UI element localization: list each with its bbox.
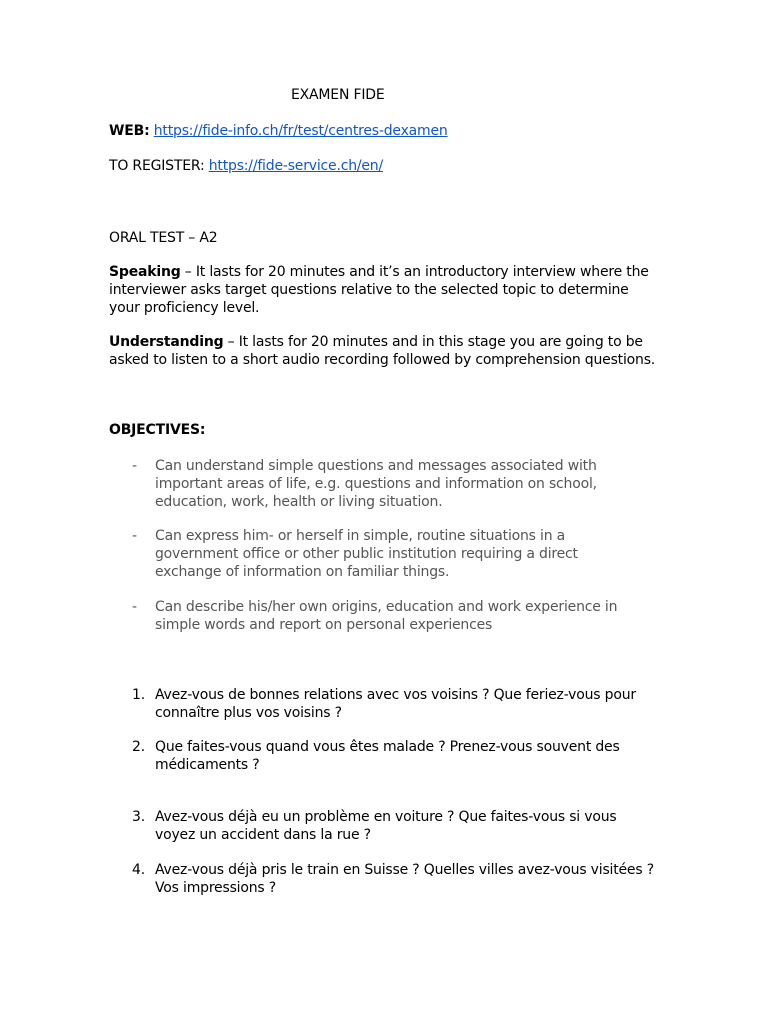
question-number: 1.: [132, 687, 145, 703]
question-number: 4.: [132, 862, 145, 878]
web-label: WEB:: [109, 123, 150, 139]
speaking-line-3: your proficiency level.: [109, 300, 260, 316]
speaking-line-1: Speaking – It lasts for 20 minutes and it’s an introductory interview where the: [109, 264, 649, 280]
bullet-dash: -: [132, 528, 137, 544]
question-number: 2.: [132, 739, 145, 755]
speaking-paragraph: [109, 263, 669, 317]
understanding-line-2: asked to listen to a short audio recording followed by comprehension questions.: [109, 352, 656, 368]
understanding-paragraph: [109, 333, 669, 369]
document-title: EXAMEN FIDE: [291, 87, 385, 103]
document-page: EXAMEN FIDE WEB: https://fide-info.ch/fr/test/centres-dexamen TO REGISTER: https://fide-service.ch/en/ ORAL TEST – A2 Speaking – It lasts for 20 minutes and it’s an introductory interview where the interviewer asks target questions relative to the selected topic to determine your proficiency level. Understanding – It lasts for 20 minutes and in this stage you are going to be asked to listen to a short audio recording followed by comprehension questions. OBJECTIVES: - Can understand simple questions and messages associated with important areas of life, e.g. questions and information on school, education, work, health or living situation. - Can express him- or herself in simple, routine situations in a government office or other public institution requiring a direct exchange of information on familiar things. - Can describe his/her own origins, education and work experience in simple words and report on personal experiences 1. Avez-vous de bonnes relations avec vos voisins ? Que feriez-vous pour connaître plus vos voisins ? 2. Que faites-vous quand vous êtes malade ? Prenez-vous souvent des médicaments ? 3. Avez-vous déjà eu un problème en voiture ? Que faites-vous si vous voyez un accident dans la rue ? 4. Avez-vous déjà pris le train en Suisse ? Quelles villes avez-vous visitées ? Vos impressions ?: [0, 0, 768, 1024]
bullet-dash: -: [132, 599, 137, 615]
register-line: [109, 157, 383, 175]
web-line: [109, 122, 448, 140]
bullet-dash: -: [132, 458, 137, 474]
register-link[interactable]: https://fide-service.ch/en/: [208, 158, 383, 174]
objectives-heading: OBJECTIVES:: [109, 422, 206, 438]
question-number: 3.: [132, 809, 145, 825]
understanding-term: Understanding: [109, 334, 224, 350]
oral-test-heading: ORAL TEST – A2: [109, 230, 218, 246]
register-label: TO REGISTER:: [109, 158, 205, 174]
web-link[interactable]: https://fide-info.ch/fr/test/centres-dexamen: [153, 123, 448, 139]
speaking-term: Speaking: [109, 264, 181, 280]
understanding-line-1: Understanding – It lasts for 20 minutes and in this stage you are going to be: [109, 334, 643, 350]
speaking-line-2: interviewer asks target questions relative to the selected topic to determine: [109, 282, 629, 298]
